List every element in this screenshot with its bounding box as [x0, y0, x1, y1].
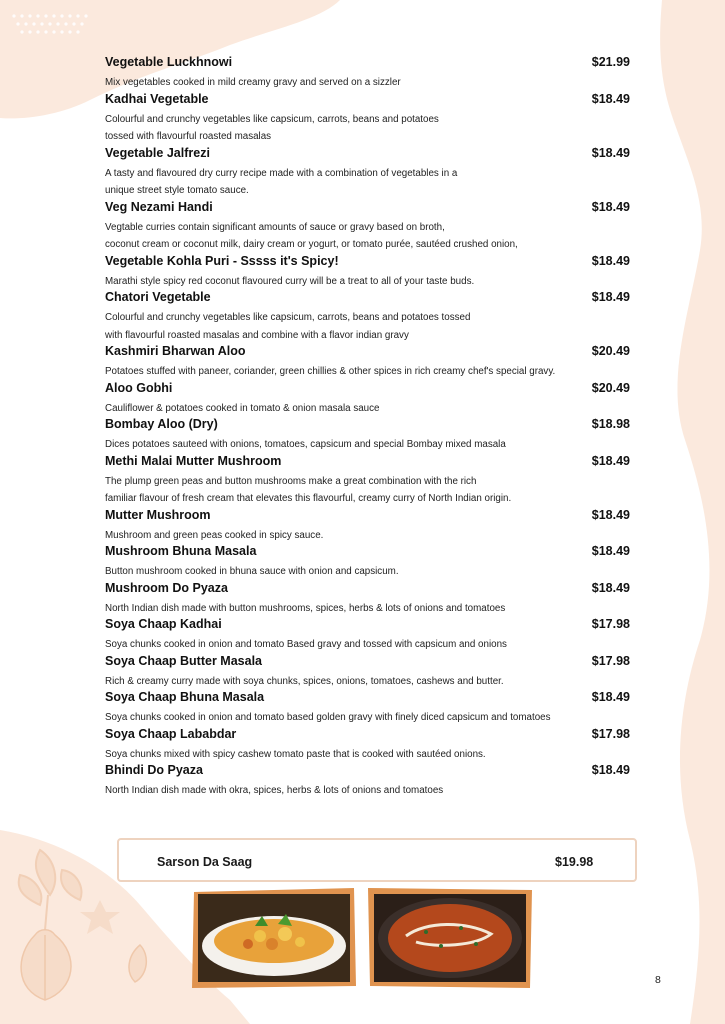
dish-name: Mushroom Do Pyaza [105, 580, 228, 595]
right-wave-band [660, 0, 725, 1024]
dish-name: Mushroom Bhuna Masala [105, 544, 257, 558]
dish-description: Colourful and crunchy vegetables like capsicum, carrots, beans and potatoes [105, 113, 439, 125]
menu-item [105, 381, 630, 418]
menu-item-header [105, 417, 630, 436]
dish-name: Soya Chaap Bhuna Masala [105, 690, 265, 704]
dish-name: Bhindi Do Pyaza [105, 763, 203, 777]
dish-description: A tasty and flavoured dry curry recipe made with a combination of vegetables in a [105, 167, 458, 179]
dish-name: Methi Malai Mutter Mushroom [105, 453, 282, 468]
dish-description: familiar flavour of fresh cream that elevates this flavourful, creamy curry of North Indian origin. [105, 493, 512, 504]
menu-item [105, 654, 630, 691]
menu-item-header [105, 617, 630, 636]
dish-name: Aloo Gobhi [105, 380, 173, 395]
menu-item [105, 617, 630, 654]
menu-item [105, 200, 630, 254]
dish-description: Cauliflower & potatoes cooked in tomato & onion masala sauce [105, 402, 380, 414]
dish-description: Button mushroom cooked in bhuna sauce with onion and capsicum. [105, 566, 399, 577]
featured-dish-name: Sarson Da Saag [157, 855, 253, 869]
dish-name: Kadhai Vegetable [105, 91, 209, 106]
dish-description: Vegtable curries contain significant amounts of sauce or gravy based on broth, [105, 221, 445, 233]
dish-description: Potatoes stuffed with paneer, coriander, green chillies & other spices in rich creamy chef's special gravy. [105, 366, 556, 377]
dish-description: Soya chunks mixed with spicy cashew tomato paste that is cooked with sautéed onions. [105, 748, 486, 760]
menu-item [105, 581, 630, 618]
dish-description: with flavourful roasted masalas and combine with a flavor indian gravy [105, 329, 409, 341]
dish-description: unique street style tomato sauce. [105, 185, 249, 196]
dish-name: Soya Chaap Kadhai [105, 617, 222, 631]
dish-description: Rich & creamy curry made with soya chunks, spices, onions, tomatoes, cashews and butter. [105, 675, 504, 687]
menu-item [105, 727, 630, 764]
dish-description: The plump green peas and button mushrooms make a great combination with the rich [105, 475, 477, 487]
dish-name: Kashmiri Bharwan Aloo [105, 344, 246, 358]
dish-description: Colourful and crunchy vegetables like capsicum, carrots, beans and potatoes tossed [105, 312, 471, 323]
dish-price: $18.49 [591, 253, 630, 268]
menu-item-header [105, 544, 630, 563]
menu-item-header [105, 508, 630, 527]
dish-description: North Indian dish made with okra, spices, herbs & lots of onions and tomatoes [105, 785, 444, 796]
menu-item-header [105, 381, 630, 400]
menu-item [105, 544, 630, 581]
menu-item-header [105, 55, 630, 74]
dish-name: Chatori Vegetable [105, 290, 211, 304]
dish-description: coconut cream or coconut milk, dairy cream or yogurt, or tomato purée, sautéed crushed onion, [105, 239, 518, 250]
dish-price: $18.98 [591, 417, 630, 431]
dish-price: $17.98 [591, 726, 630, 741]
menu-item [105, 55, 630, 92]
menu-item-header [105, 146, 630, 165]
menu-item-header [105, 290, 630, 309]
dish-description: Marathi style spicy red coconut flavoured curry will be a treat to all of your taste buds. [105, 275, 475, 287]
menu-item [105, 92, 630, 146]
menu-item-header [105, 254, 630, 273]
dish-price: $18.49 [591, 199, 630, 214]
dish-name: Soya Chaap Lababdar [105, 726, 237, 741]
menu-list [105, 55, 630, 800]
menu-item [105, 690, 630, 727]
photo-dal-makhani [366, 886, 534, 990]
menu-item-header [105, 654, 630, 673]
dish-name: Bombay Aloo (Dry) [105, 417, 218, 431]
menu-item [105, 417, 630, 454]
dish-description: Mix vegetables cooked in mild creamy gravy and served on a sizzler [105, 77, 401, 88]
menu-item-header [105, 454, 630, 473]
dish-price: $18.49 [591, 91, 630, 106]
dish-price: $21.99 [591, 55, 630, 69]
dish-name: Veg Nezami Handi [105, 199, 213, 214]
dish-price: $18.49 [591, 290, 630, 304]
dish-price: $18.49 [591, 544, 630, 558]
menu-item-header [105, 763, 630, 782]
menu-item [105, 254, 630, 291]
photo-vegetable-curry [190, 886, 358, 990]
menu-item-header [105, 344, 630, 363]
dish-description: tossed with flavourful roasted masalas [105, 131, 272, 142]
featured-dish-box [117, 838, 637, 882]
dish-price: $17.98 [591, 653, 630, 668]
dish-name: Mutter Mushroom [105, 507, 211, 522]
dish-description: Dices potatoes sauteed with onions, tomatoes, capsicum and special Bombay mixed masala [105, 439, 506, 450]
dish-name: Vegetable Luckhnowi [105, 55, 233, 69]
menu-item-header [105, 690, 630, 709]
page-number: 8 [655, 974, 661, 986]
dish-description: Soya chunks cooked in onion and tomato based golden gravy with finely diced capsicum and tomatoes [105, 712, 551, 723]
featured-dish-price: $19.98 [555, 855, 594, 869]
dish-price: $18.49 [591, 580, 630, 595]
menu-item [105, 146, 630, 200]
menu-item-header [105, 200, 630, 219]
dish-description: North Indian dish made with button mushrooms, spices, herbs & lots of onions and tomatoes [105, 602, 506, 614]
dish-name: Vegetable Kohla Puri - Sssss it's Spicy! [105, 253, 339, 268]
dish-price: $17.98 [591, 617, 630, 631]
dish-name: Vegetable Jalfrezi [105, 145, 210, 160]
menu-item-header [105, 581, 630, 600]
dish-price: $20.49 [591, 380, 630, 395]
dish-price: $20.49 [591, 344, 630, 358]
menu-item-header [105, 727, 630, 746]
dish-price: $18.49 [591, 763, 630, 777]
menu-item [105, 454, 630, 508]
menu-item [105, 290, 630, 344]
dish-name: Soya Chaap Butter Masala [105, 653, 262, 668]
dish-description: Mushroom and green peas cooked in spicy sauce. [105, 529, 324, 541]
menu-item [105, 508, 630, 545]
menu-item [105, 763, 630, 800]
dish-price: $18.49 [591, 145, 630, 160]
menu-item-header [105, 92, 630, 111]
dish-price: $18.49 [591, 690, 630, 704]
menu-item [105, 344, 630, 381]
dish-description: Soya chunks cooked in onion and tomato Based gravy and tossed with capsicum and onions [105, 639, 507, 650]
dish-price: $18.49 [591, 507, 630, 522]
dish-price: $18.49 [591, 453, 630, 468]
